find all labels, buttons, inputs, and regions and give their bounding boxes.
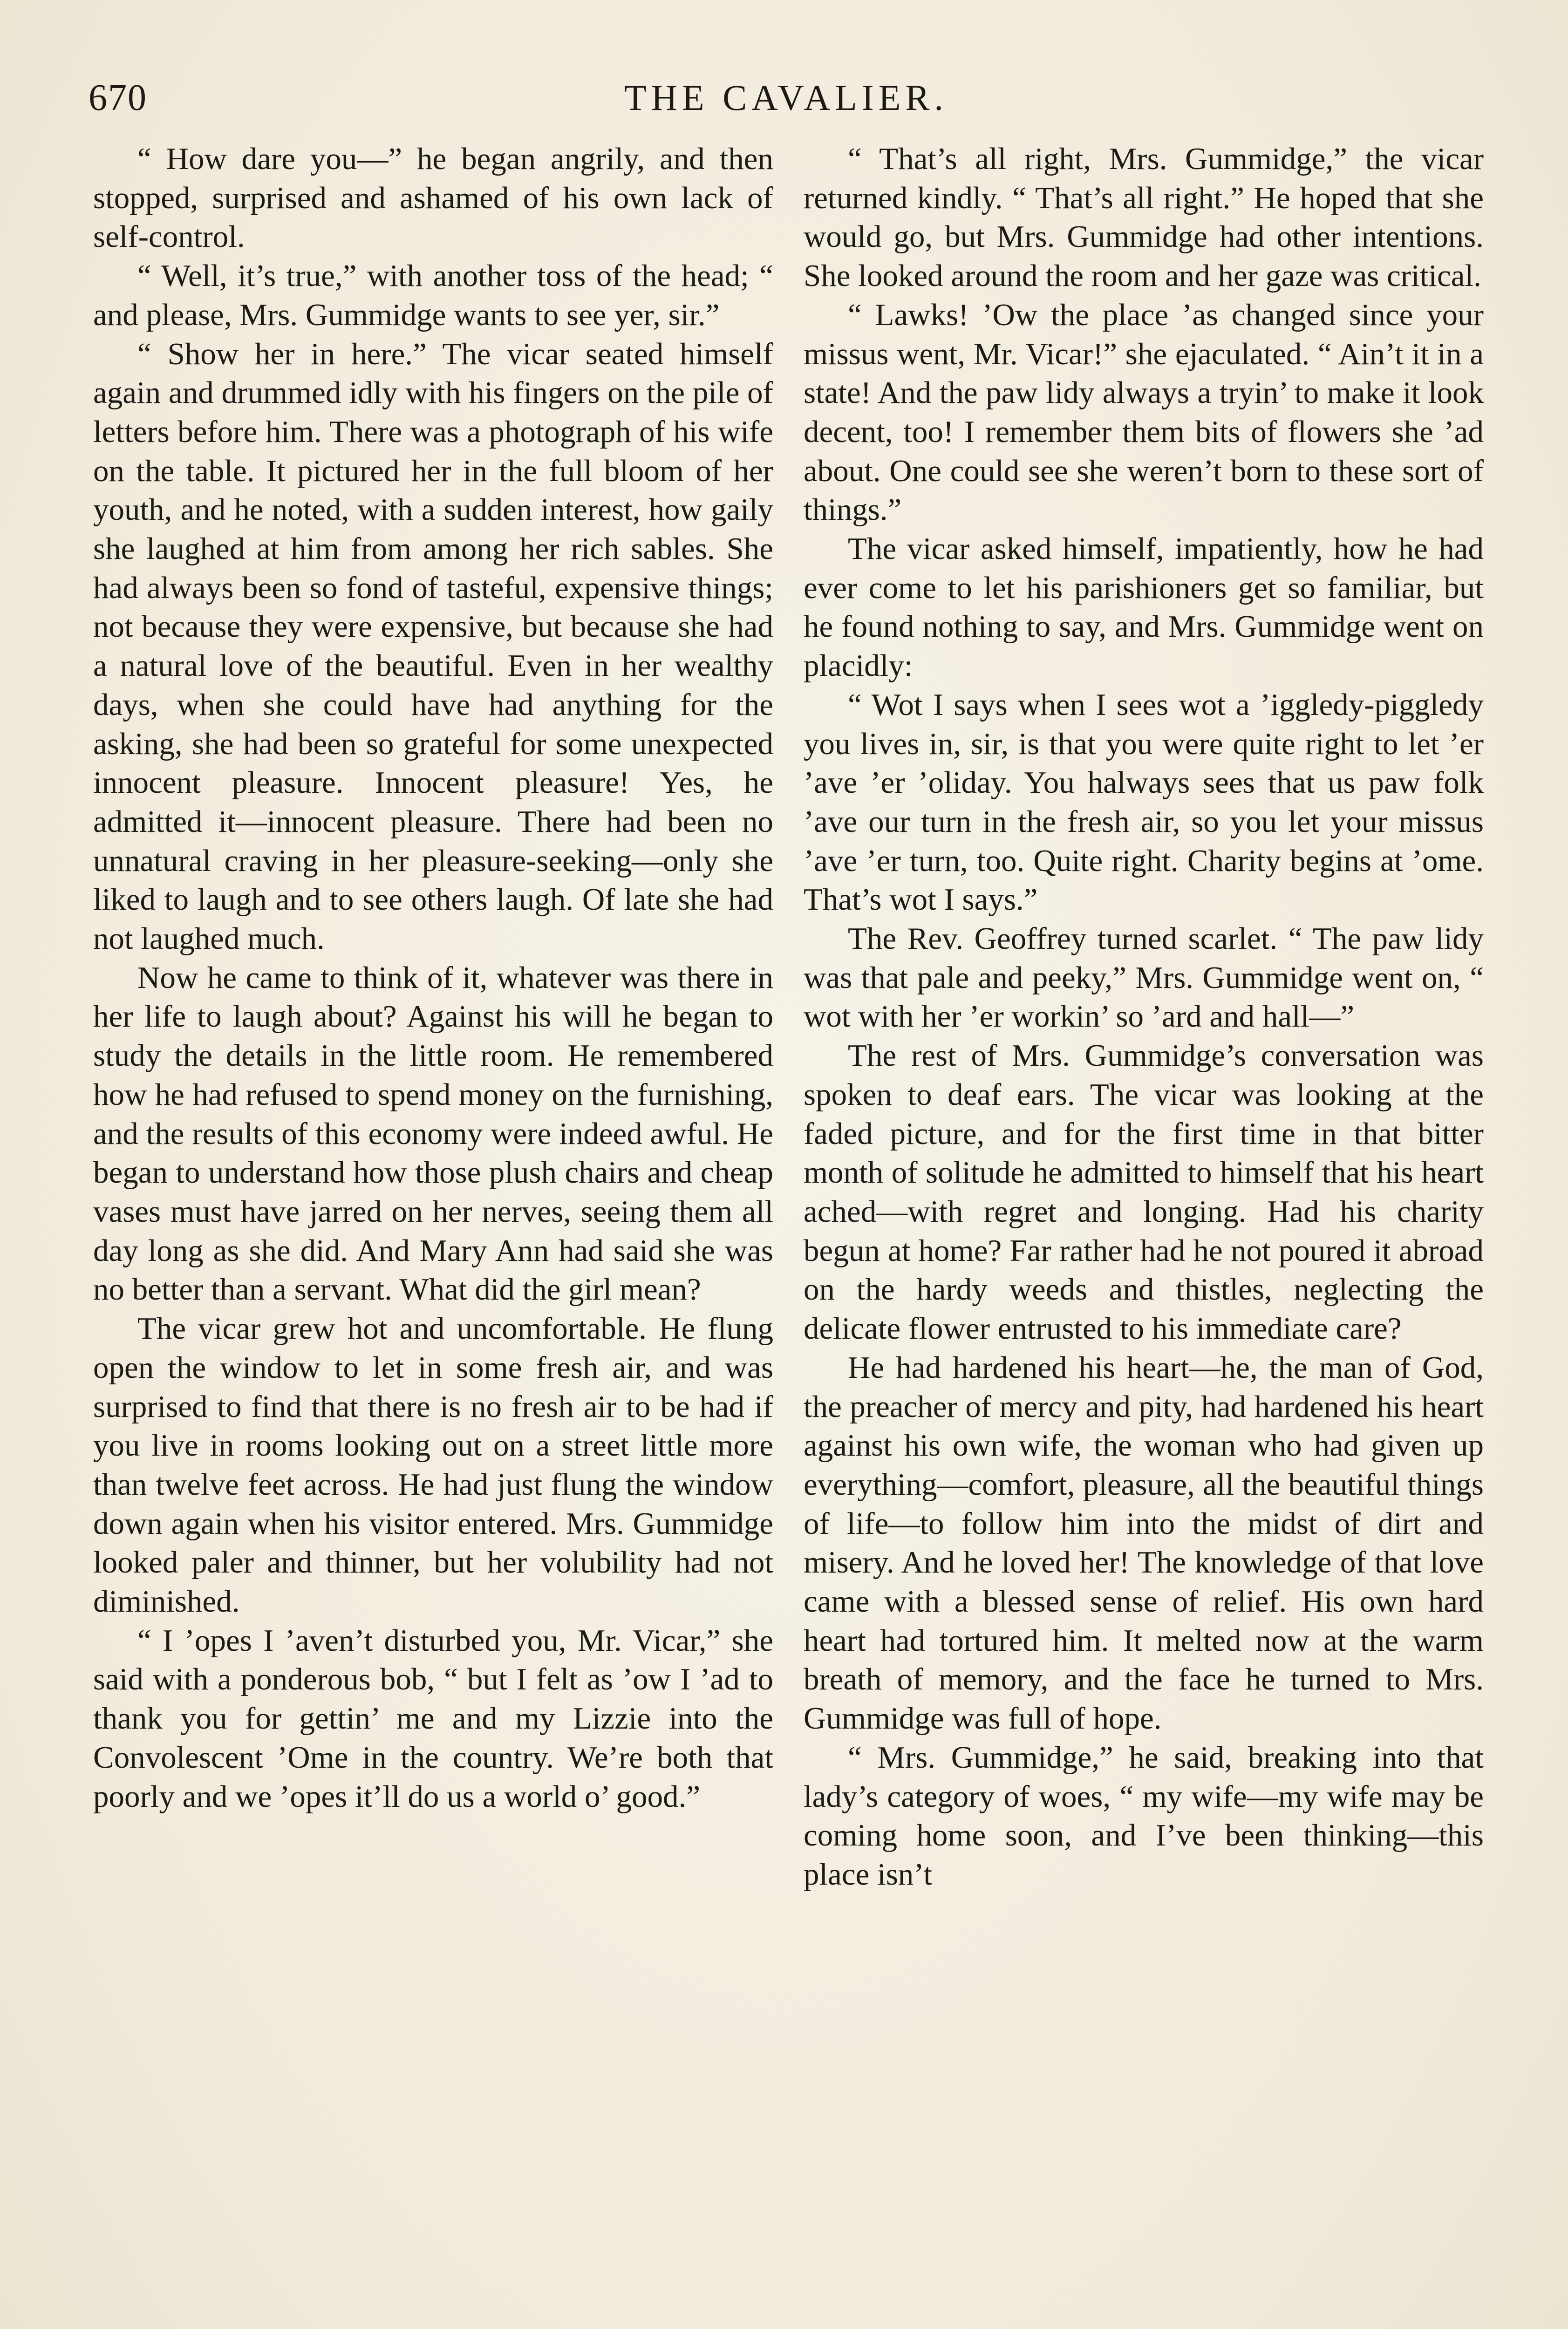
paragraph: “ That’s all right, Mrs. Gummidge,” the vicar returned kindly. “ That’s all right.” He hoped that she would go, but Mrs. Gummidge had other intentions. She looked around the room and her gaze was critical. xyxy=(804,142,1484,293)
paragraph: “ Lawks! ’Ow the place ’as changed since your missus went, Mr. Vicar!” she ejaculated. “ Ain’t it in a state! And the paw lidy always a tryin’ to make it look decent, too! I remember them bits of flowers she ’ad about. One could see she weren’t born to these sort of things.” xyxy=(804,297,1484,527)
right-column xyxy=(804,140,1484,1894)
paragraph: The vicar asked himself, impatiently, how he had ever come to let his parishioners get so familiar, but he found nothing to say, and Mrs. Gummidge went on placidly: xyxy=(804,531,1484,683)
paragraph: “ How dare you—” he began angrily, and then stopped, surprised and ashamed of his own lack of self-control. xyxy=(93,142,773,254)
paragraph: The Rev. Geoffrey turned scarlet. “ The paw lidy was that pale and peeky,” Mrs. Gummidge went on, “ wot with her ’er workin’ so ’ard and hall—” xyxy=(804,921,1484,1034)
running-head: THE CAVALIER. xyxy=(624,77,948,118)
text-columns xyxy=(89,140,1484,2329)
paragraph: The rest of Mrs. Gummidge’s conversation was spoken to deaf ears. The vicar was looking at the faded picture, and for the first time in that bitter month of solitude he admitted to himself that his heart ached—with regret and longing. Had his charity begun at home? Far rather had he not poured it abroad on the hardy weeds and thistles, neglecting the delicate flower entrusted to his immediate care? xyxy=(804,1038,1484,1346)
paragraph: He had hardened his heart—he, the man of God, the preacher of mercy and pity, had hardened his heart against his own wife, the woman who had given up everything—comfort, pleasure, all the beautiful things of life—to follow him into the midst of dirt and misery. And he loved her! The knowledge of that love came with a blessed sense of relief. His own hard heart had tortured him. It melted now at the warm breath of memory, and the face he turned to Mrs. Gummidge was full of hope. xyxy=(804,1350,1484,1736)
paragraph: “ Wot I says when I sees wot a ’iggledy-piggledy you lives in, sir, is that you were quite right to let ’er ’ave ’er ’oliday. You halways sees that us paw folk ’ave our turn in the fresh air, so you let your missus ’ave ’er turn, too. Quite right. Charity begins at ’ome. That’s wot I says.” xyxy=(804,687,1484,917)
paragraph: “ Show her in here.” The vicar seated himself again and drummed idly with his fingers on the pile of letters before him. There was a photograph of his wife on the table. It pictured her in the full bloom of her youth, and he noted, with a sudden interest, how gaily she laughed at him from among her rich sables. She had always been so fond of tasteful, expensive things; not because they were expensive, but because she had a natural love of the beautiful. Even in her wealthy days, when she could have had anything for the asking, she had been so grateful for some unexpected innocent pleasure. Innocent pleasure! Yes, he admitted it—innocent pleasure. There had been no unnatural craving in her pleasure-seeking—only she liked to laugh and to see others laugh. Of late she had not laughed much. xyxy=(93,336,773,956)
paragraph: “ Mrs. Gummidge,” he said, breaking into that lady’s category of woes, “ my wife—my wife may be coming home soon, and I’ve been thinking—this place isn’t xyxy=(804,1740,1484,1892)
page-header xyxy=(89,75,1484,130)
page-number: 670 xyxy=(89,77,147,118)
left-column xyxy=(93,140,773,1816)
paragraph: “ Well, it’s true,” with another toss of the head; “ and please, Mrs. Gummidge wants to see yer, sir.” xyxy=(93,259,773,332)
paragraph: “ I ’opes I ’aven’t disturbed you, Mr. Vicar,” she said with a ponderous bob, “ but I felt as ’ow I ’ad to thank you for gettin’ me and my Lizzie into the Convolescent ’Ome in the country. We’re both that poorly and we ’opes it’ll do us a world o’ good.” xyxy=(93,1623,773,1814)
paragraph: The vicar grew hot and uncomfortable. He flung open the window to let in some fresh air, and was surprised to find that there is no fresh air to be had if you live in rooms looking out on a street little more than twelve feet across. He had just flung the window down again when his visitor entered. Mrs. Gummidge looked paler and thinner, but her volubility had not diminished. xyxy=(93,1311,773,1619)
paragraph: Now he came to think of it, whatever was there in her life to laugh about? Against his will he began to study the details in the little room. He remembered how he had refused to spend money on the furnishing, and the results of this economy were indeed awful. He began to understand how those plush chairs and cheap vases must have jarred on her nerves, seeing them all day long as she did. And Mary Ann had said she was no better than a servant. What did the girl mean? xyxy=(93,960,773,1307)
